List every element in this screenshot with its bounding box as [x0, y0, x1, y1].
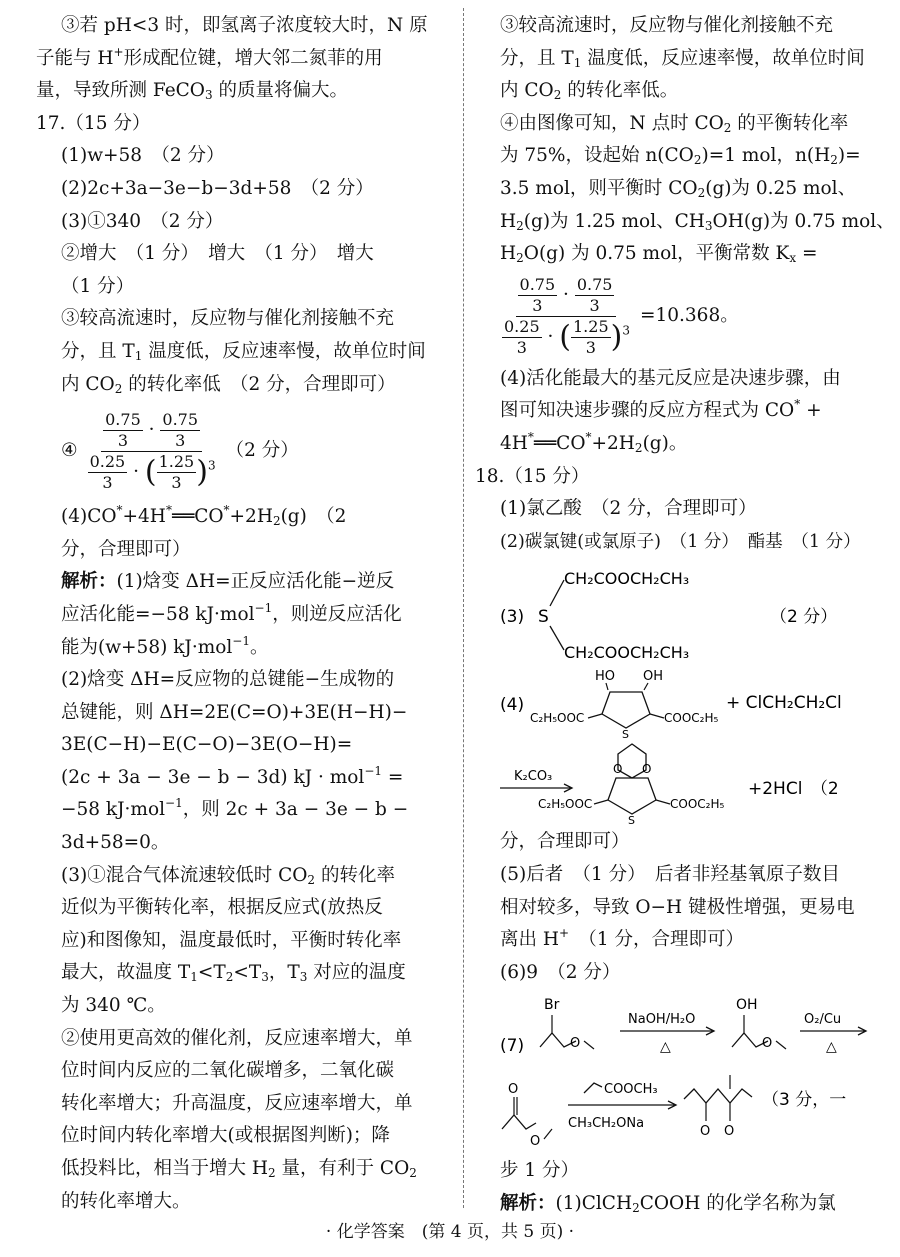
- svg-text:O₂/Cu: O₂/Cu: [804, 1012, 842, 1028]
- svg-text:O: O: [530, 1134, 541, 1150]
- text-line: ③较高流速时，反应物与催化剂接触不充: [500, 15, 834, 36]
- structure-18-4: [500, 666, 868, 826]
- svg-text:HO: HO: [595, 669, 616, 685]
- answer-17-3-3: ③较高流速时，反应物与催化剂接触不充: [61, 308, 395, 330]
- text-line: $4H^*══CO^*+2H_2(g)$。: [500, 429, 688, 455]
- svg-text:Br: Br: [544, 997, 560, 1014]
- svg-text:+ ClCH₂CH₂Cl: + ClCH₂CH₂Cl: [726, 693, 842, 714]
- text-line: ②使用更高效的催化剂，反应速率增大，单: [61, 1027, 413, 1049]
- text-line: 应活化能=−58 kJ·mol$^{-1}$，则逆反应活化: [61, 600, 402, 625]
- text-line: 为 75%，设起始 $n(CO_2)=1$ mol，$n(H_2)=$: [500, 145, 861, 168]
- text-line: −58 kJ·mol$^{-1}$，则 2c + 3a − 3e − b −: [61, 796, 409, 821]
- text-line: (2c + 3a − 3e − b − 3d) kJ · mol$^{-1}$ =: [61, 763, 404, 788]
- text-line: 3d+58=0。: [61, 832, 170, 854]
- text-line: 内 $CO_2$ 的转化率低。: [500, 80, 679, 103]
- thiophene-reaction: [500, 666, 868, 826]
- svg-text:（2 分）: （2 分）: [770, 607, 838, 628]
- svg-text:COOC₂H₅: COOC₂H₅: [670, 797, 725, 812]
- text-line: 图可知决速步骤的反应方程式为 CO* +: [500, 397, 822, 422]
- text-line: 步 1 分）: [500, 1160, 580, 1182]
- text-line: 位时间内转化率增大(或根据图判断)；降: [61, 1125, 390, 1147]
- svg-text:OH: OH: [736, 997, 758, 1014]
- text-line: 的转化率增大。: [61, 1190, 191, 1212]
- answer-18-1: (1)氯乙酸 （2 分，合理即可）: [500, 498, 757, 520]
- left-column: [36, 10, 438, 1218]
- answer-18-5: (5)后者 （1 分） 后者非羟基氧原子数目: [500, 863, 840, 885]
- answer-17-3-2: ②增大 （1 分） 增大 （1 分） 增大: [61, 243, 374, 265]
- analysis-17: 解析：(1)焓变 ΔH=正反应活化能−逆反: [61, 571, 395, 593]
- question-17-header: 17.（15 分）: [36, 112, 151, 134]
- svg-text:O: O: [700, 1124, 711, 1140]
- text-line: ③若 pH<3 时，即氢离子浓度较大时，N 原: [61, 15, 428, 36]
- text-line: 应)和图像知，温度最低时，平衡时转化率: [61, 929, 402, 951]
- answer-18-6: (6)9 （2 分）: [500, 961, 621, 983]
- synthesis-route-18-7: [500, 989, 868, 1155]
- text-line: 离出 H+ （1 分，合理即可）: [500, 926, 744, 951]
- svg-text:（3 分，一: （3 分，一: [762, 1090, 847, 1111]
- svg-text:S: S: [538, 607, 549, 628]
- question-18-header: 18.（15 分）: [475, 465, 590, 487]
- answer-17-1: (1)w+58 （2 分）: [61, 145, 225, 167]
- svg-text:(7): (7): [500, 1036, 525, 1057]
- svg-text:OH: OH: [643, 669, 664, 685]
- svg-text:CH₃CH₂ONa: CH₃CH₂ONa: [568, 1116, 645, 1132]
- text-line: 相对较多，导致 O−H 键极性增强，更易电: [500, 896, 855, 918]
- equilibrium-fraction: ④ $\frac{0.75}{3}$ · $\frac{0.75}{3}$ $\frac{0.25}{3}$ · ( $\frac{1.25}{3}$ )$^3$ （2 分）: [61, 409, 299, 492]
- svg-text:CH₂COOCH₂CH₃: CH₂COOCH₂CH₃: [564, 569, 690, 589]
- svg-text:NaOH/H₂O: NaOH/H₂O: [628, 1012, 696, 1028]
- text-line: 子能与 H+形成配位键，增大邻二氮菲的用: [36, 44, 383, 69]
- text-line: (3)①混合气体流速较低时 $CO_2$ 的转化率: [61, 864, 395, 887]
- svg-text:O: O: [642, 762, 652, 777]
- svg-text:K₂CO₃: K₂CO₃: [514, 769, 553, 785]
- right-column: [475, 10, 895, 1220]
- answer-17-3: (3)①340 （2 分）: [61, 210, 224, 232]
- text-line: 分，且 $T_1$ 温度低，反应速率慢，故单位时间: [500, 47, 865, 70]
- svg-text:O: O: [724, 1124, 735, 1140]
- text-line: (4)活化能最大的基元反应是决速步骤，由: [500, 367, 841, 389]
- page-footer: · 化学答案 (第 4 页，共 5 页) ·: [325, 1222, 575, 1242]
- answer-17-4: $(4)CO^*+4H^*══CO^*+2H_2(g)$ （2: [61, 503, 347, 529]
- text-line: 总键能，则 ΔH=2E(C=O)+3E(H−H)−: [61, 701, 408, 723]
- text-line: 内 $CO_2$ 的转化率低 （2 分，合理即可）: [61, 373, 396, 396]
- text-line: 转化率增大；升高温度，反应速率增大，单: [61, 1092, 413, 1114]
- svg-text:S: S: [622, 728, 629, 742]
- text-line: 量，导致所测 FeCO$_3$ 的质量将偏大。: [36, 80, 349, 103]
- svg-text:+2HCl （2: +2HCl （2: [748, 779, 839, 800]
- synthesis-route: [500, 989, 868, 1155]
- text-line: 分，合理即可）: [61, 538, 191, 560]
- text-line: 分，且 $T_1$ 温度低，反应速率慢，故单位时间: [61, 340, 426, 363]
- text-line: (2)焓变 ΔH=反应物的总键能−生成物的: [61, 669, 395, 691]
- svg-text:O: O: [613, 762, 623, 777]
- text-line: $H_2(g)$为 1.25 mol、$CH_3OH(g)$为 0.75 mol、: [500, 210, 895, 233]
- answer-17-2: (2)2c+3a−3e−b−3d+58 （2 分）: [61, 177, 374, 199]
- answer-18-2: (2)碳氯键(或氯原子) （1 分） 酯基 （1 分）: [500, 531, 861, 552]
- equilibrium-constant-fraction: $\frac{0.75}{3}$ · $\frac{0.75}{3}$ $\frac{0.25}{3}$ · ( $\frac{1.25}{3}$ )$^3$ =10.368。: [500, 271, 868, 363]
- text-line: 位时间内反应的二氧化碳增多，二氧化碳: [61, 1060, 395, 1082]
- svg-text:C₂H₅OOC: C₂H₅OOC: [530, 711, 585, 726]
- svg-text:(3): (3): [500, 607, 525, 628]
- svg-text:CH₂COOCH₂CH₃: CH₂COOCH₂CH₃: [564, 643, 690, 663]
- svg-text:O: O: [570, 1036, 581, 1052]
- text-line: 低投料比，相当于增大 $H_2$ 量，有利于 $CO_2$: [61, 1158, 417, 1180]
- text-line: （1 分）: [61, 275, 135, 297]
- svg-text:O: O: [762, 1036, 773, 1052]
- svg-text:COOCH₃: COOCH₃: [604, 1082, 658, 1098]
- structure-18-3: [500, 558, 868, 666]
- text-line: 为 340 ℃。: [61, 995, 166, 1017]
- text-line: 3E(C−H)−E(C−O)−3E(O−H)=: [61, 734, 353, 756]
- svg-text:C₂H₅OOC: C₂H₅OOC: [538, 797, 593, 812]
- text-line: 近似为平衡转化率，根据反应式(放热反: [61, 897, 383, 919]
- text-line: 最大，故温度 $T_1<T_2<T_3$，$T_3$ 对应的温度: [61, 962, 406, 985]
- svg-text:(4): (4): [500, 695, 525, 716]
- thioether-structure: [500, 558, 868, 666]
- svg-text:S: S: [628, 814, 635, 827]
- text-line: 3.5 mol，则平衡时 $CO_2(g)$为 0.25 mol、: [500, 177, 857, 200]
- svg-text:△: △: [660, 1039, 671, 1056]
- svg-text:COOC₂H₅: COOC₂H₅: [664, 711, 719, 726]
- big-fraction: $\frac{0.75}{3}$ · $\frac{0.75}{3}$ $\frac{0.25}{3}$ · ( $\frac{1.25}{3}$ )$^3$: [89, 409, 216, 492]
- svg-text:O: O: [508, 1082, 519, 1098]
- text-line: 分，合理即可）: [500, 831, 630, 853]
- text-line: 能为(w+58) kJ·mol$^{-1}$。: [61, 633, 269, 658]
- big-fraction: $\frac{0.75}{3}$ · $\frac{0.75}{3}$ $\frac{0.25}{3}$ · ( $\frac{1.25}{3}$ )$^3$: [504, 275, 630, 358]
- analysis-18: 解析：(1)ClCH$_2$COOH 的化学名称为氯: [500, 1192, 836, 1215]
- text-line: ④由图像可知，N 点时 $CO_2$ 的平衡转化率: [500, 112, 849, 135]
- text-line: $H_2O(g)$ 为 0.75 mol，平衡常数 $K_x$ =: [500, 243, 818, 266]
- svg-text:△: △: [826, 1039, 837, 1056]
- column-divider: [463, 8, 464, 1208]
